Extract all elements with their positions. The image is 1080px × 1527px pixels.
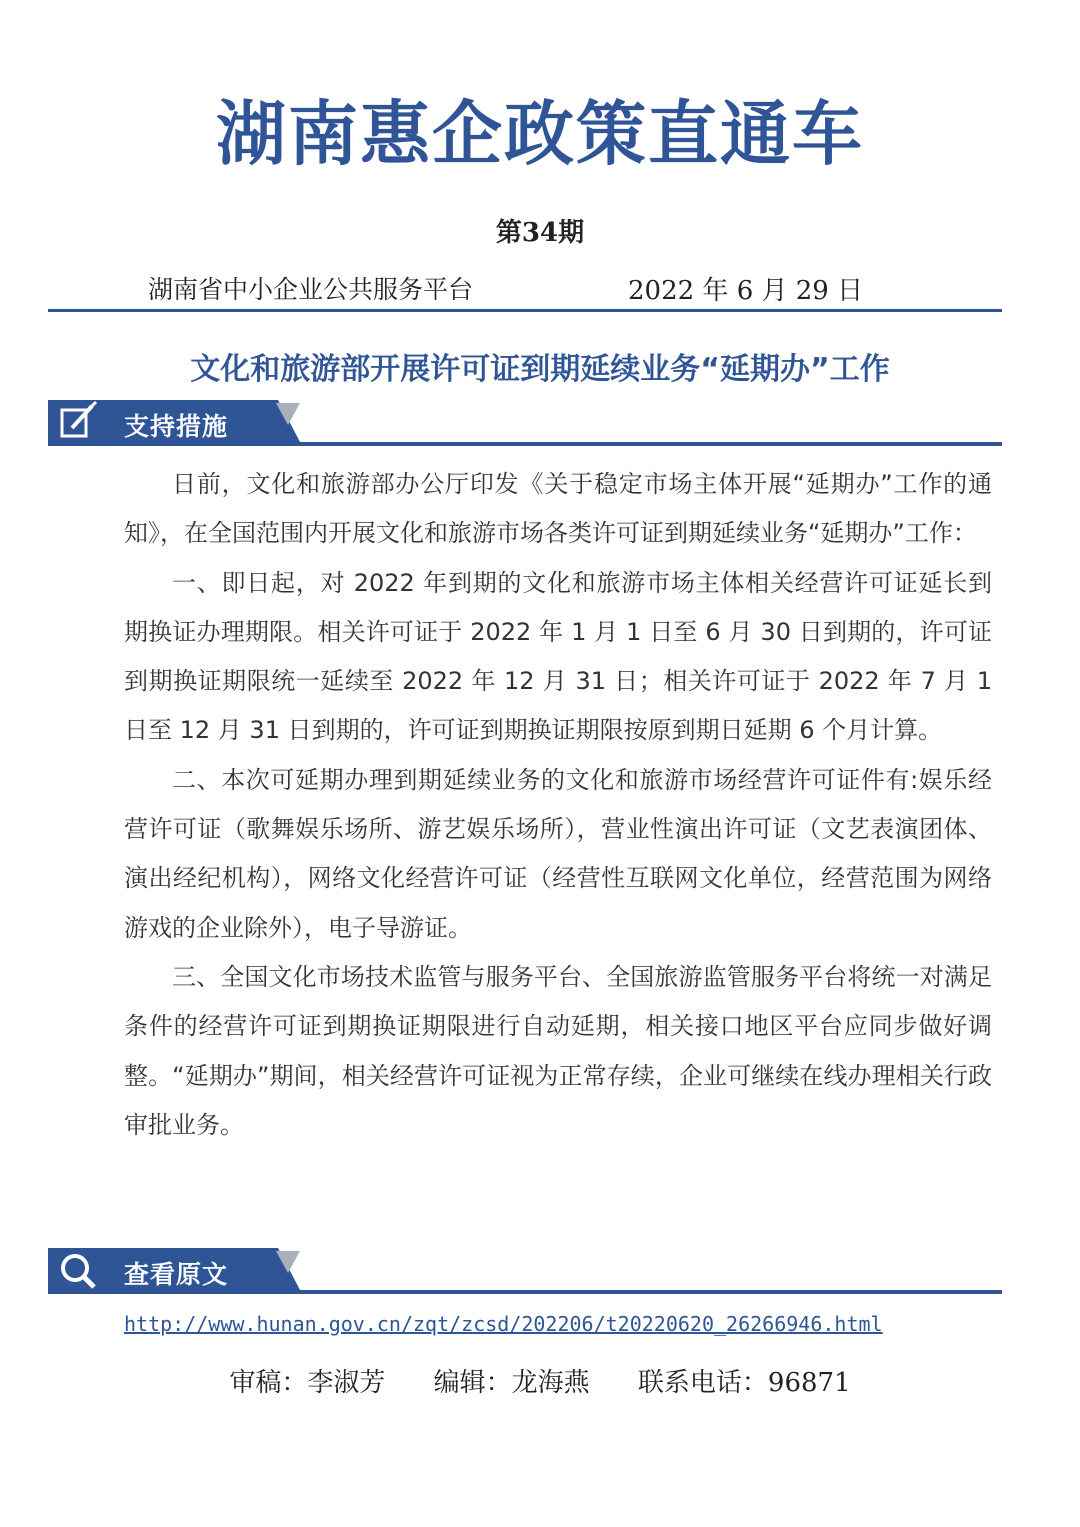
section-label-support: 支持措施 — [124, 412, 229, 441]
section-label-original: 查看原文 — [124, 1260, 229, 1289]
header-divider — [48, 309, 1002, 312]
masthead-title: 湖南惠企政策直通车 — [216, 93, 864, 175]
section-banner-original — [48, 1248, 1002, 1298]
source-link[interactable]: http://www.hunan.gov.cn/zqt/zcsd/202206/t20220620_26266946.html — [124, 1312, 883, 1336]
edit-pencil-icon — [48, 400, 118, 446]
article-body — [124, 460, 992, 1150]
publish-date: 2022 年 6 月 29 日 — [628, 276, 864, 306]
magnifier-icon — [48, 1248, 118, 1294]
body-paragraph: 三、全国文化市场技术监管与服务平台、全国旅游监管服务平台将统一对满足条件的经营许可证到期换证期限进行自动延期，相关接口地区平台应同步做好调整。“延期办”期间，相关经营许可证视为正常存续，企业可继续在线办理相关行政审批业务。 — [124, 962, 992, 1139]
publisher-name: 湖南省中小企业公共服务平台 — [148, 275, 474, 304]
body-paragraph: 一、即日起，对 2022 年到期的文化和旅游市场主体相关经营许可证延长到期换证办理期限。相关许可证于 2022 年 1 月 1 日至 6 月 30 日到期的，许可证到期换证期限统一延续至 2022 年 12 月 31 日；相关许可证于 2022 年 7 月 1 日至 12 月 31 日到期的，许可证到期换证期限按原到期日延期 6 个月计算。 — [124, 568, 992, 745]
editor-credit: 编辑：龙海燕 — [433, 1368, 590, 1398]
section-banner-support — [48, 400, 1002, 450]
body-paragraph: 二、本次可延期办理到期延续业务的文化和旅游市场经营许可证件有:娱乐经营许可证（歌舞娱乐场所、游艺娱乐场所），营业性演出许可证（文艺表演团体、演出经纪机构），网络文化经营许可证（经营性互联网文化单位，经营范围为网络游戏的企业除外），电子导游证。 — [124, 765, 992, 942]
reviewer-credit: 审稿：李淑芳 — [229, 1368, 386, 1398]
credits-line — [0, 1362, 1080, 1399]
body-paragraph: 日前，文化和旅游部办公厅印发《关于稳定市场主体开展“延期办”工作的通知》，在全国范围内开展文化和旅游市场各类许可证到期延续业务“延期办”工作： — [124, 470, 992, 548]
article-title: 文化和旅游部开展许可证到期延续业务“延期办”工作 — [190, 352, 890, 387]
issue-number: 第34期 — [495, 218, 585, 248]
phone-credit: 联系电话：96871 — [637, 1368, 851, 1398]
